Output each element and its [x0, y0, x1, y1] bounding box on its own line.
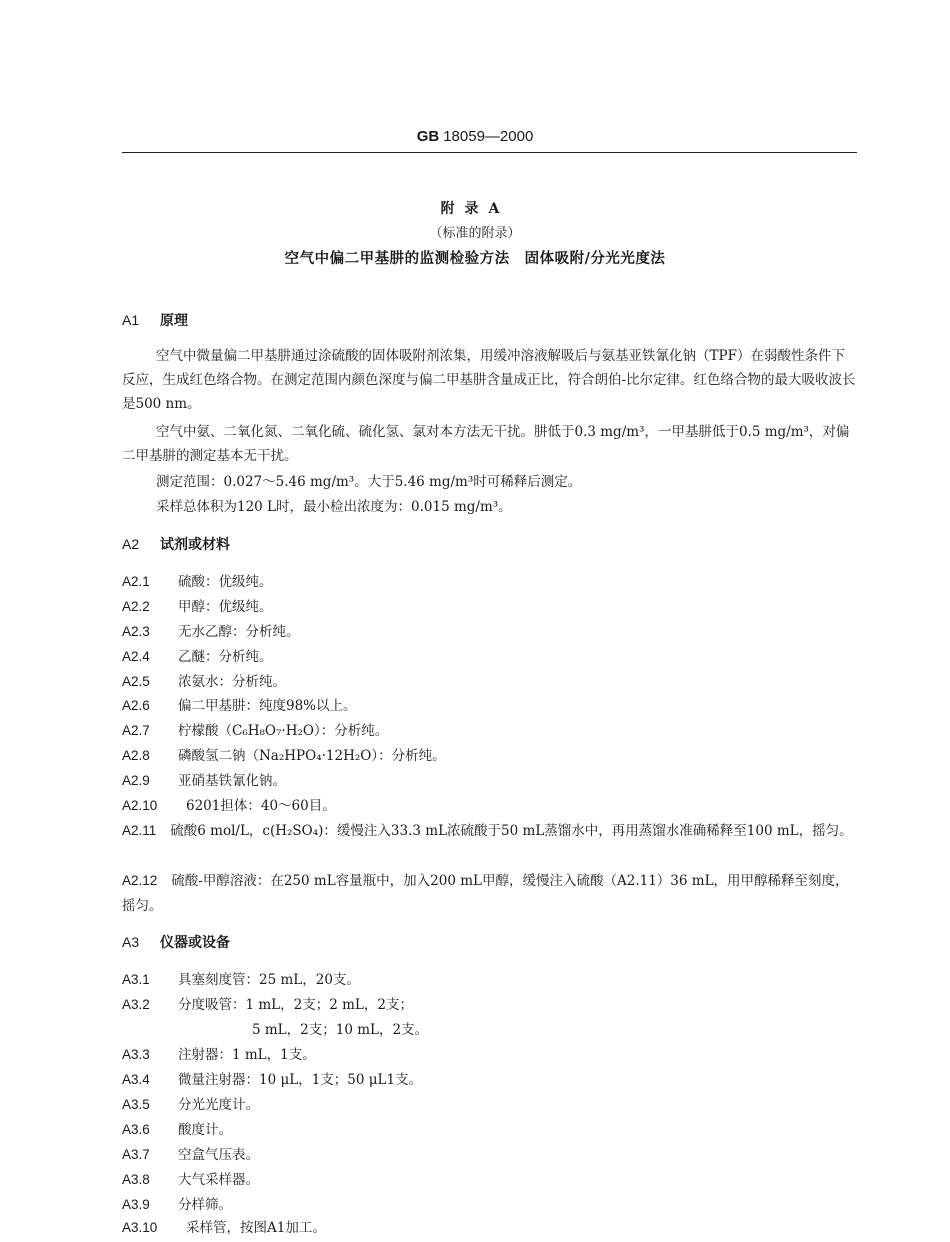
document-header — [0, 128, 950, 145]
list-item: A2.6 偏二甲基肼：纯度98%以上。 — [122, 698, 357, 714]
list-item: A3.3 注射器：1 mL，1支。 — [122, 1047, 316, 1063]
list-item: A3.9 分样筛。 — [122, 1197, 232, 1213]
list-item: A2.2 甲醇：优级纯。 — [122, 599, 273, 615]
list-item: A2.9 亚硝基铁氰化钠。 — [122, 773, 286, 789]
section-number: A2 — [122, 536, 140, 552]
section-number: A3 — [122, 934, 140, 950]
appendix-label: 附录A — [440, 201, 510, 217]
list-item: A2.5 浓氨水：分析纯。 — [122, 674, 286, 690]
a1-paragraph: 测定范围：0.027～5.46 mg/m³。大于5.46 mg/m³时可稀释后测定。 — [156, 474, 582, 490]
list-item-long: A2.12 硫酸-甲醇溶液：在250 mL容量瓶中，加入200 mL甲醇，缓慢注入硫酸（A2.11）36 mL，用甲醇稀释至刻度，摇匀。 — [122, 873, 849, 914]
section-number: A1 — [122, 312, 140, 328]
list-item: A2.1 硫酸：优级纯。 — [122, 574, 273, 590]
a1-paragraph: 空气中氨、二氧化氮、二氧化硫、硫化氢、氯对本方法无干扰。肼低于0.3 mg/m³，一甲基肼低于0.5 mg/m³，对偏二甲基肼的测定基本无干扰。 — [122, 424, 850, 464]
list-item: A3.4 微量注射器：10 μL，1支；50 μL1支。 — [122, 1072, 423, 1088]
list-item: A3.1 具塞刻度管：25 mL，20支。 — [122, 972, 360, 988]
list-item: A2.7 柠檬酸（C₆H₈O₇·H₂O）：分析纯。 — [122, 723, 389, 739]
header-rule — [122, 152, 857, 153]
section-title: 试剂或材料 — [160, 537, 230, 553]
section-title: 原理 — [160, 313, 188, 329]
appendix-note: （标准的附录） — [429, 226, 521, 241]
appendix-title: 空气中偏二甲基肼的监测检验方法 固体吸附/分光光度法 — [284, 250, 666, 267]
section-a1-heading — [122, 310, 188, 330]
list-item: A2.3 无水乙醇：分析纯。 — [122, 624, 300, 640]
section-a3-heading — [122, 932, 230, 952]
list-item: A2.10 6201担体：40～60目。 — [122, 798, 336, 814]
list-item: A2.4 乙醚：分析纯。 — [122, 649, 273, 665]
standard-prefix: GB — [416, 128, 440, 145]
list-item-long: A2.11 硫酸6 mol/L，c(H₂SO₄)：缓慢注入33.3 mL浓硫酸于50 mL蒸馏水中，再用蒸馏水准确稀释至100 mL，摇匀。 — [122, 823, 853, 839]
list-item: A3.5 分光光度计。 — [122, 1097, 259, 1113]
list-item: A3.7 空盒气压表。 — [122, 1147, 259, 1163]
standard-number: 18059—2000 — [443, 128, 534, 145]
a1-paragraph: 空气中微量偏二甲基肼通过涂硫酸的固体吸附剂浓集，用缓冲溶液解吸后与氨基亚铁氰化钠（TPF）在弱酸性条件下反应，生成红色络合物。在测定范围内颜色深度与偏二甲基肼含量成正比，符合朗伯-比尔定律。红色络合物的最大吸收波长是500 nm。 — [122, 348, 856, 412]
list-item: A3.10 采样管，按图A1加工。 — [122, 1220, 326, 1236]
list-item-continuation: 5 mL，2支；10 mL，2支。 — [252, 1022, 429, 1038]
list-item: A3.6 酸度计。 — [122, 1122, 232, 1138]
section-title: 仪器或设备 — [160, 935, 230, 951]
list-item: A3.2 分度吸管：1 mL，2支；2 mL，2支； — [122, 997, 413, 1013]
a1-paragraph: 采样总体积为120 L时，最小检出浓度为：0.015 mg/m³。 — [156, 499, 512, 515]
list-item: A2.8 磷酸氢二钠（Na₂HPO₄·12H₂O）：分析纯。 — [122, 748, 446, 764]
section-a2-heading — [122, 534, 230, 554]
list-item: A3.8 大气采样器。 — [122, 1172, 259, 1188]
